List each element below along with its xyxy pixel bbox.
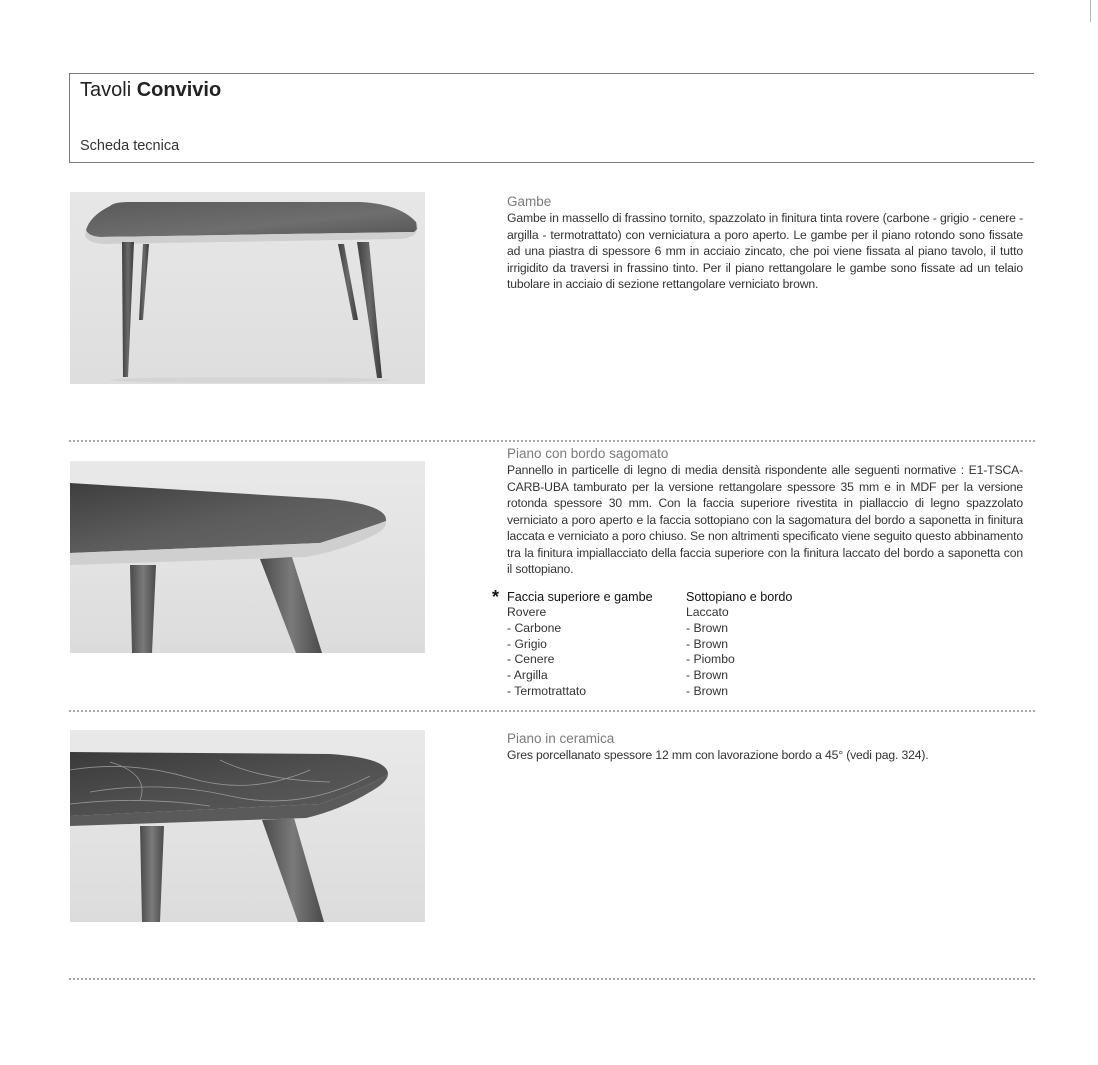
table-full-illustration bbox=[70, 192, 425, 384]
dotted-divider bbox=[69, 978, 1035, 980]
table-edge-illustration bbox=[70, 461, 425, 653]
finish-item: - Carbone bbox=[507, 620, 562, 635]
finish-column-heading: Faccia superiore e gambe bbox=[507, 590, 653, 604]
finish-item: Laccato bbox=[686, 605, 729, 619]
section-title: Piano con bordo sagomato bbox=[507, 446, 669, 461]
finish-column-bottom bbox=[686, 589, 876, 700]
section-text: Pannello in particelle di legno di media densità rispondente alle seguenti normative : E1-TSCA-CARB-UBA tamburato per la versione rettangolare spessore 35 mm e in MDF per la versione rotonda spessore 30 mm. Con la faccia superiore rivestita in piallaccio di legno spazzolato verniciato a poro aperto e la faccia sottopiano con la sagomatura del bordo a saponetta in finitura laccata e verniciato a poro chiuso. Se non altrimenti specificato viene seguito questo abbinamento tra la finitura impiallacciato della faccia superiore con la finitura laccato del bordo a saponetta con il sottopiano. bbox=[507, 463, 1023, 576]
finish-column-heading: Sottopiano e bordo bbox=[686, 590, 793, 604]
finish-item: - Grigio bbox=[507, 636, 547, 651]
finish-item: - Brown bbox=[686, 683, 728, 698]
header-box bbox=[69, 73, 1034, 163]
section-title: Gambe bbox=[507, 194, 552, 209]
finish-column-top bbox=[507, 589, 697, 700]
table-edge-detail-photo bbox=[70, 461, 425, 653]
ceramic-top-detail-photo bbox=[70, 730, 425, 922]
title-bold: Convivio bbox=[136, 79, 222, 101]
section-title: Piano in ceramica bbox=[507, 731, 615, 746]
finish-item: - Brown bbox=[686, 620, 728, 635]
page-edge-mark bbox=[1090, 0, 1091, 22]
table-full-photo bbox=[70, 192, 425, 384]
asterisk-marker: * bbox=[492, 587, 500, 607]
finish-item: - Termotrattato bbox=[507, 683, 587, 698]
finish-item: - Brown bbox=[686, 668, 728, 683]
finish-item: - Cenere bbox=[507, 652, 555, 667]
finish-item: - Argilla bbox=[507, 668, 548, 683]
finish-item: - Brown bbox=[686, 636, 728, 651]
ceramic-top-illustration bbox=[70, 730, 425, 922]
section-gambe bbox=[507, 194, 1023, 293]
finish-item: - Piombo bbox=[686, 652, 735, 667]
section-piano-ceramica bbox=[507, 731, 1023, 764]
page-title bbox=[80, 79, 221, 102]
finish-item: Rovere bbox=[507, 605, 547, 619]
section-text: Gambe in massello di frassino tornito, spazzolato in finitura tinta rovere (carbone - grigio - cenere -argilla - termotrattato) con verniciatura a poro aperto. Le gambe per il piano rotondo sono fissate ad una piastra di spessore 6 mm in acciaio zincato, che poi viene fissata al piano tavolo, il tutto irrigidito da traversi in frassino tinto. Per il piano rettangolare le gambe sono fissate ad un telaio tubolare in acciaio di sezione rettangolare verniciato brown. bbox=[507, 211, 1023, 291]
section-piano-bordo-sagomato bbox=[507, 446, 1023, 578]
title-light: Tavoli bbox=[80, 79, 132, 101]
dotted-divider bbox=[69, 440, 1035, 442]
section-text: Gres porcellanato spessore 12 mm con lavorazione bordo a 45° (vedi pag. 324). bbox=[507, 748, 929, 762]
dotted-divider bbox=[69, 710, 1035, 712]
page-subtitle: Scheda tecnica bbox=[80, 138, 180, 154]
